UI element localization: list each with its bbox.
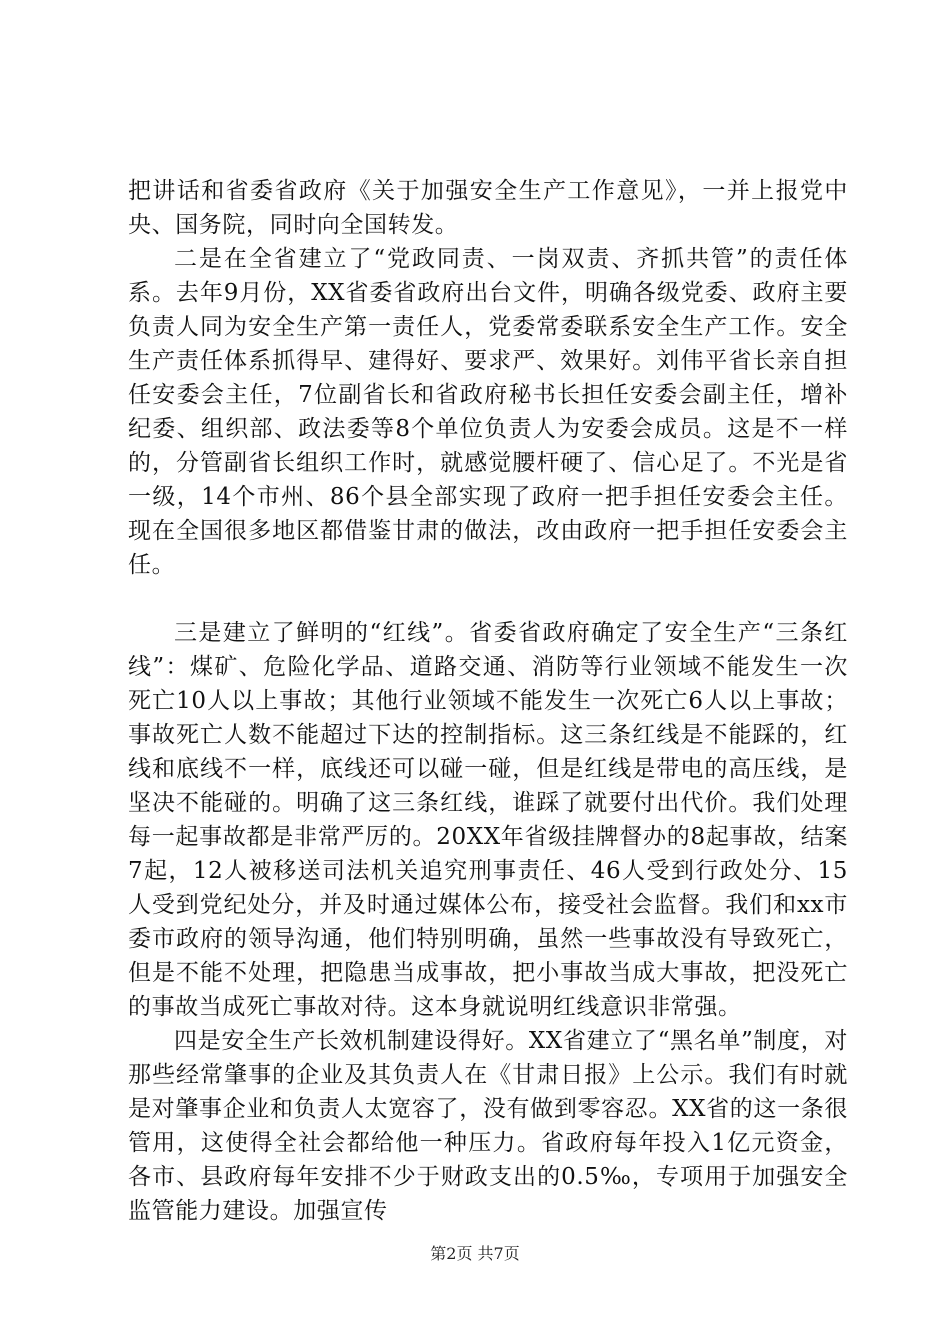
paragraph-red-lines: 三是建立了鲜明的“红线”。省委省政府确定了安全生产“三条红线”：煤矿、危险化学品、道路交通、消防等行业领域不能发生一次死亡10人以上事故；其他行业领域不能发生一次死亡6人以上事故；事故死亡人数不能超过下达的控制指标。这三条红线是不能踩的，红线和底线不一样，底线还可以碰一碰，但是红线是带电的高压线，是坚决不能碰的。明确了这三条红线，谁踩了就要付出代价。我们处理每一起事故都是非常严厉的。20XX年省级挂牌督办的8起事故，结案7起，12人被移送司法机关追究刑事责任、46人受到行政处分、15人受到党纪处分，并及时通过媒体公布，接受社会监督。我们和xx市委市政府的领导沟通，他们特别明确，虽然一些事故没有导致死亡，但是不能不处理，把隐患当成事故，把小事故当成大事故，把没死亡的事故当成死亡事故对待。这本身就说明红线意识非常强。 [128, 620, 848, 1020]
document-body [128, 174, 848, 1228]
paragraph-continuation: 把讲话和省委省政府《关于加强安全生产工作意见》，一并上报党中央、国务院，同时向全国转发。 [128, 178, 848, 238]
page-footer: 第2页 共7页 [430, 1244, 520, 1263]
paragraph-long-term-mechanism: 四是安全生产长效机制建设得好。XX省建立了“黑名单”制度，对那些经常肇事的企业及其负责人在《甘肃日报》上公示。我们有时就是对肇事企业和负责人太宽容了，没有做到零容忍。XX省的这一条很管用，这使得全社会都给他一种压力。省政府每年投入1亿元资金，各市、县政府每年安排不少于财政支出的0.5‰，专项用于加强安全监管能力建设。加强宣传 [128, 1028, 848, 1224]
paragraph-responsibility-system: 二是在全省建立了“党政同责、一岗双责、齐抓共管”的责任体系。去年9月份，XX省委省政府出台文件，明确各级党委、政府主要负责人同为安全生产第一责任人，党委常委联系安全生产工作。安全生产责任体系抓得早、建得好、要求严、效果好。刘伟平省长亲自担任安委会主任，7位副省长和省政府秘书长担任安委会副主任，增补纪委、组织部、政法委等8个单位负责人为安委会成员。这是不一样的，分管副省长组织工作时，就感觉腰杆硬了、信心足了。不光是省一级，14个市州、86个县全部实现了政府一把手担任安委会主任。现在全国很多地区都借鉴甘肃的做法，改由政府一把手担任安委会主任。 [128, 246, 848, 578]
